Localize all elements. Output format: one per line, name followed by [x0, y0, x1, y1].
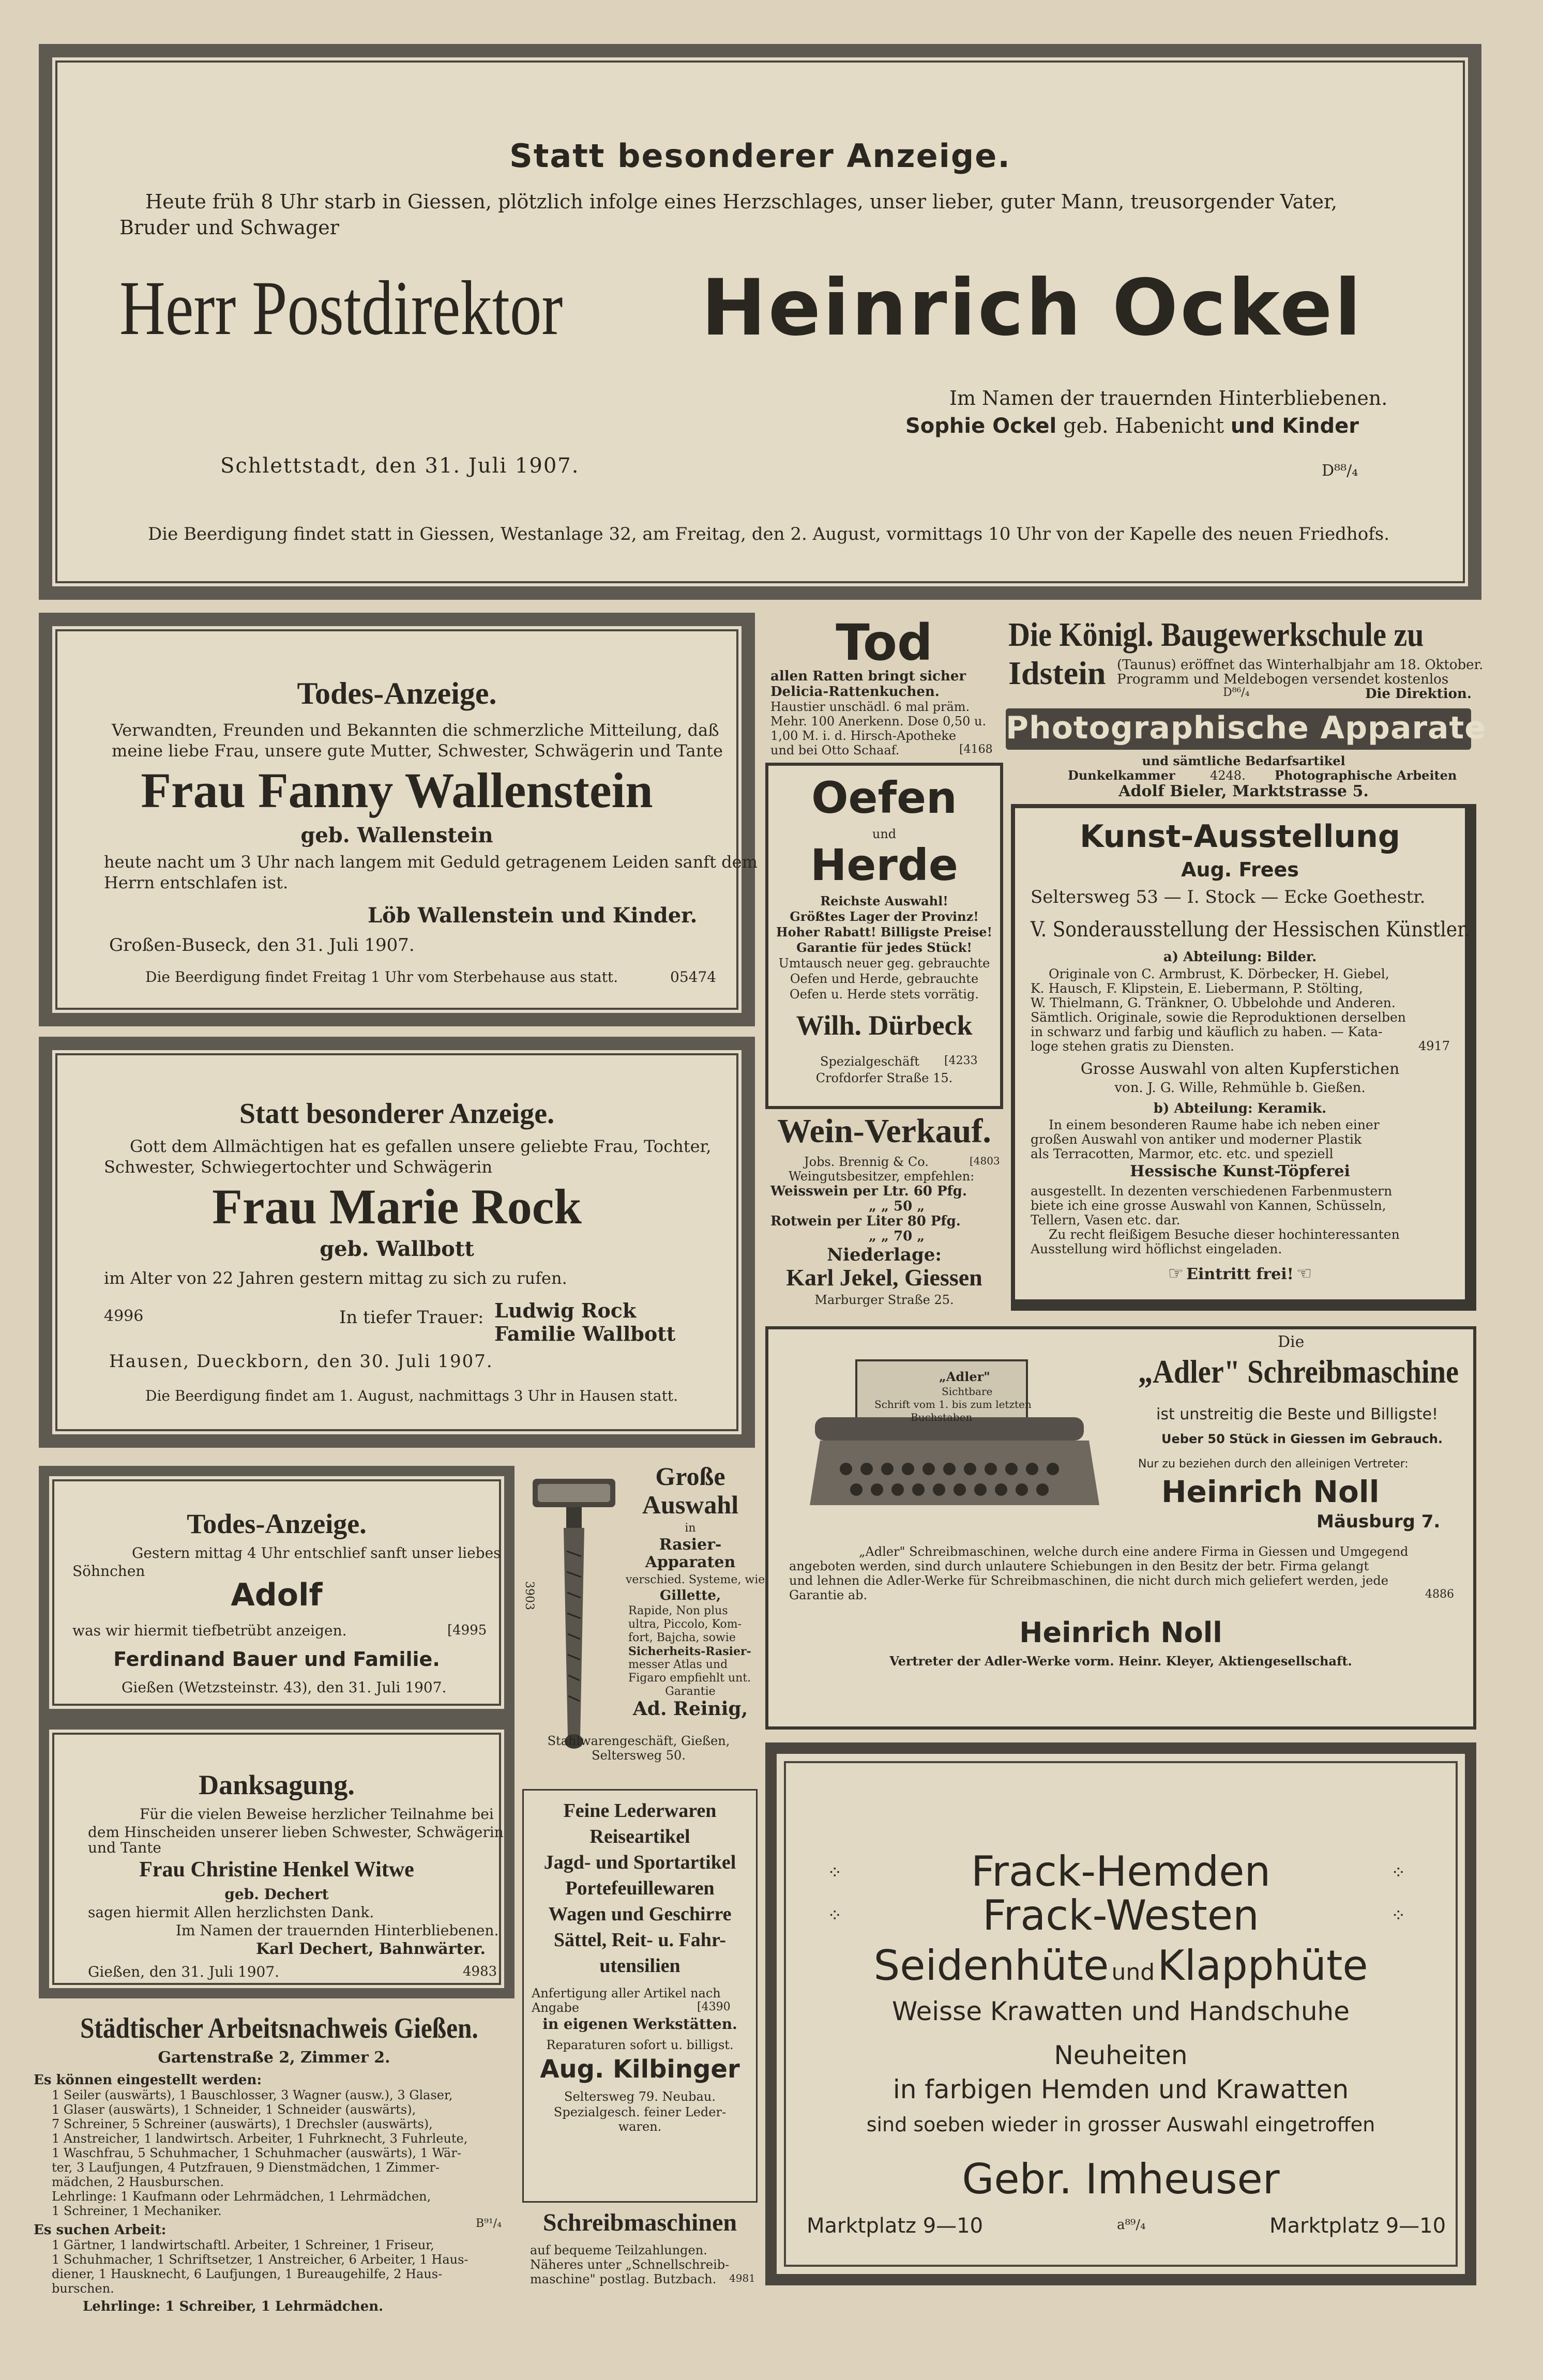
- kunst-entry-row: [1015, 1263, 1465, 1284]
- adolf-line3: was wir hiermit tiefbetrübt anzeigen.: [72, 1622, 347, 1639]
- kunst-b4: Hessische Kunst-Töpferei: [1130, 1162, 1350, 1180]
- wein-l7: Niederlage:: [827, 1245, 942, 1265]
- imheuser-l3b: und: [1111, 1959, 1155, 1985]
- kilbinger-l9: Angabe: [532, 2000, 580, 2015]
- kunst-a5: in schwarz und farbig und käuflich zu haben. — Kata-: [1031, 1024, 1383, 1039]
- imheuser-l5: Neuheiten: [1054, 2040, 1188, 2070]
- oefen-l5: Umtausch neuer geg. gebrauchte: [778, 956, 990, 971]
- kunst-sub: Aug. Frees: [1181, 858, 1299, 881]
- adler-img-label1: „Adler": [939, 1369, 990, 1384]
- ockel-mourners: [905, 414, 1359, 438]
- pointing-hand-left-icon: ☜: [1296, 1263, 1312, 1284]
- adler-img-label3: Schrift vom 1. bis zum letzten: [874, 1398, 1032, 1411]
- kunst-heading: Kunst-Ausstellung: [1080, 818, 1400, 855]
- kunst-b1: In einem besonderen Raume habe ich neben einer: [1049, 1117, 1380, 1132]
- tod-heading: Tod: [836, 614, 933, 672]
- adler-l3: Nur zu beziehen durch den alleinigen Vertreter:: [1138, 1458, 1409, 1471]
- ornament-square-icon: ⁘: [827, 1862, 842, 1883]
- wein-heading: Wein-Verkauf.: [777, 1112, 991, 1150]
- kunst-ad: [1011, 804, 1476, 1311]
- tod-l3: Haustier unschädl. 6 mal präm.: [770, 700, 970, 714]
- wallenstein-funeral: Die Beerdigung findet Freitag 1 Uhr vom Sterbehause aus statt.: [145, 968, 618, 986]
- arbeitsnachweis-m1: 1 Gärtner, 1 landwirtschaftl. Arbeiter, 1 Schreiner, 1 Friseur,: [52, 2238, 434, 2252]
- adler-p1: „Adler" Schreibmaschinen, welche durch eine andere Firma in Giessen und Umgegend: [859, 1544, 1409, 1559]
- razor-image: [522, 1468, 626, 1758]
- wallenstein-sign: Löb Wallenstein und Kinder.: [368, 903, 698, 928]
- oefen-l2: Größtes Lager der Provinz!: [790, 909, 979, 924]
- tod-code: [4168: [959, 743, 993, 756]
- arbeitsnachweis-h1: Es können eingestellt werden:: [34, 2072, 262, 2088]
- rock-heading: Statt besonderer Anzeige.: [239, 1098, 555, 1130]
- danksagung-line4: sagen hiermit Allen herzlichsten Dank.: [88, 1904, 374, 1921]
- kunst-code: 4917: [1418, 1039, 1450, 1053]
- adler-die: Die: [1278, 1333, 1305, 1351]
- imheuser-l3-row: [786, 1942, 1456, 1990]
- adolf-name: Adolf: [231, 1577, 323, 1613]
- arbeitsnachweis-l3: 7 Schreiner, 5 Schreiner (auswärts), 1 Drechsler (auswärts),: [52, 2117, 433, 2131]
- rasier-l12: Garantie: [665, 1685, 716, 1698]
- ockel-mourners-intro: Im Namen der trauernden Hinterbliebenen.: [949, 387, 1388, 410]
- kunst-b6: biete ich eine grosse Auswahl von Kannen, Schüsseln,: [1031, 1198, 1386, 1213]
- rasier-l14: Seltersweg 50.: [592, 1748, 686, 1763]
- rock-name: Frau Marie Rock: [212, 1179, 582, 1234]
- kilbinger-l10: in eigenen Werkstätten.: [542, 2015, 737, 2033]
- kilbinger-l14: waren.: [618, 2119, 662, 2134]
- wein-l4: „ „ 50 „: [869, 1199, 925, 1214]
- rock-mourn-1: Ludwig Rock: [494, 1299, 637, 1322]
- rasier-l9: Sicherheits-Rasier-: [628, 1645, 751, 1658]
- wallenstein-line2: meine liebe Frau, unsere gute Mutter, Schwester, Schwägerin und Tante: [112, 741, 723, 761]
- photo-l2c: Photographische Arbeiten: [1275, 768, 1457, 783]
- danksagung-heading: Danksagung.: [199, 1769, 355, 1800]
- adler-img-label2: Sichtbare: [942, 1385, 993, 1398]
- schreibmaschinen-code: 4981: [729, 2272, 755, 2284]
- oefen-name: Wilh. Dürbeck: [796, 1010, 973, 1041]
- wallenstein-name: Frau Fanny Wallenstein: [141, 763, 653, 818]
- danksagung-line2: dem Hinscheiden unserer lieben Schwester, Schwägerin: [88, 1824, 504, 1841]
- arbeitsnachweis-m5: Lehrlinge: 1 Schreiber, 1 Lehrmädchen.: [83, 2299, 384, 2314]
- rasier-code: 3903: [523, 1581, 536, 1610]
- arbeitsnachweis-l1: 1 Seiler (auswärts), 1 Bauschlosser, 3 Wagner (ausw.), 3 Glaser,: [52, 2088, 453, 2102]
- adler-code: 4886: [1425, 1588, 1454, 1601]
- imheuser-addr-right: Marktplatz 9—10: [1269, 2214, 1446, 2238]
- ornament-square-icon: ⁘: [827, 1905, 842, 1926]
- ornament-square-icon: ⁘: [1391, 1862, 1406, 1883]
- kilbinger-code: [4390: [697, 2000, 731, 2013]
- photo-l3: Adolf Bieler, Marktstrasse 5.: [1118, 782, 1369, 800]
- oefen-h1: Oefen: [811, 772, 957, 823]
- oefen-l6: Oefen und Herde, gebrauchte: [790, 972, 979, 986]
- rasier-l5: Gillette,: [660, 1588, 721, 1603]
- imheuser-ad: [765, 1742, 1476, 2285]
- tod-l2: Delicia-Rattenkuchen.: [770, 684, 940, 700]
- schreibmaschinen-l2: Näheres unter „Schnellschreib-: [530, 2257, 730, 2272]
- imheuser-l3a: Seidenhüte: [873, 1942, 1109, 1990]
- kunst-a3: W. Thielmann, G. Tränkner, O. Ubbelohde und Anderen.: [1031, 995, 1396, 1010]
- wallenstein-place-date: Großen-Buseck, den 31. Juli 1907.: [109, 935, 415, 956]
- rasier-ad: [520, 1461, 765, 1776]
- adolf-code: [4995: [447, 1623, 487, 1638]
- rock-line3: im Alter von 22 Jahren gestern mittag zu sich zu rufen.: [104, 1268, 567, 1288]
- imheuser-addr-left: Marktplatz 9—10: [807, 2214, 984, 2238]
- arbeitsnachweis-heading: Städtischer Arbeitsnachweis Gießen.: [80, 2012, 478, 2044]
- pointing-hand-icon: ☞: [1168, 1263, 1184, 1284]
- baugewerk-heading: Die Königl. Baugewerkschule zu: [1008, 616, 1424, 654]
- kunst-a6: loge stehen gratis zu Diensten.: [1031, 1039, 1234, 1054]
- rasier-l1: in: [685, 1522, 696, 1535]
- arbeitsnachweis-l2: 1 Glaser (auswärts), 1 Schneider, 1 Schneider (auswärts),: [52, 2102, 416, 2117]
- kilbinger-l13: Spezialgesch. feiner Leder-: [553, 2105, 727, 2119]
- kunst-b7: Tellern, Vasen etc. dar.: [1031, 1212, 1181, 1227]
- arbeitsnachweis-l6: ter, 3 Laufjungen, 4 Putzfrauen, 9 Dienstmädchen, 1 Zimmer-: [52, 2160, 440, 2175]
- wein-l8: Karl Jekel, Giessen: [786, 1264, 982, 1291]
- arbeitsnachweis-code: B⁹¹/₄: [476, 2217, 502, 2230]
- photo-l1: und sämtliche Bedarfsartikel: [1142, 753, 1345, 768]
- adolf-heading: Todes-Anzeige.: [187, 1508, 367, 1539]
- baugewerk-l3: Die Direktion.: [1365, 686, 1472, 702]
- arbeitsnachweis-m4: burschen.: [52, 2281, 114, 2296]
- adler-name2: Heinrich Noll: [1019, 1616, 1222, 1649]
- adler-ad: [765, 1326, 1476, 1730]
- rasier-l4: verschied. Systeme, wie: [626, 1573, 765, 1586]
- wein-l6: „ „ 70 „: [869, 1229, 925, 1244]
- oefen-l3: Hoher Rabatt! Billigste Preise!: [776, 924, 992, 939]
- oefen-ad: [765, 763, 1003, 1109]
- ockel-funeral: Die Beerdigung findet statt in Giessen, Westanlage 32, am Freitag, den 2. August, vormittags 10 Uhr von der Kapelle des neuen Friedhofs.: [148, 524, 1390, 544]
- kunst-addr: Seltersweg 53 — I. Stock — Ecke Goethestr.: [1031, 887, 1426, 907]
- oefen-h2: Herde: [810, 840, 958, 890]
- danksagung-line3: und Tante: [88, 1839, 161, 1856]
- rock-mourn-2: Familie Wallbott: [494, 1322, 676, 1345]
- danksagung-line5: Im Namen der trauernden Hinterbliebenen.: [176, 1922, 499, 1939]
- rasier-h2: Auswahl: [642, 1490, 739, 1519]
- danksagung-place-date: Gießen, den 31. Juli 1907.: [88, 1963, 280, 1980]
- rasier-l6: Rapide, Non plus: [628, 1604, 728, 1617]
- rock-line2: Schwester, Schwiegertochter und Schwägerin: [104, 1157, 493, 1177]
- wallenstein-line1: Verwandten, Freunden und Bekannten die schmerzliche Mitteilung, daß: [112, 720, 719, 740]
- rasier-l10: messer Atlas und: [628, 1658, 728, 1671]
- tod-l6: und bei Otto Schaaf.: [770, 743, 900, 757]
- ockel-mourner-born: geb. Habenicht: [1063, 414, 1224, 438]
- danksagung-name: Frau Christine Henkel Witwe: [139, 1858, 414, 1882]
- rock-funeral: Die Beerdigung findet am 1. August, nachmittags 3 Uhr in Hausen statt.: [145, 1387, 678, 1404]
- kunst-b-head: b) Abteilung: Keramik.: [1153, 1101, 1327, 1116]
- baugewerk-l1: (Taunus) eröffnet das Winterhalbjahr am 18. Oktober.: [1117, 657, 1484, 673]
- kunst-b5: ausgestellt. In dezenten verschiedenen Farbenmustern: [1031, 1184, 1393, 1199]
- rasier-l7: ultra, Piccolo, Kom-: [628, 1618, 742, 1631]
- imheuser-l3c: Klapphüte: [1157, 1942, 1368, 1990]
- ockel-line2: Bruder und Schwager: [119, 216, 339, 239]
- wallenstein-born: geb. Wallenstein: [300, 823, 493, 847]
- adler-img-label4: Buchstaben: [911, 1411, 973, 1423]
- rasier-name: Ad. Reinig,: [632, 1698, 748, 1720]
- arbeitsnachweis-l4: 1 Anstreicher, 1 landwirtsch. Arbeiter, 1 Fuhrknecht, 3 Fuhrleute,: [52, 2131, 468, 2146]
- rasier-l3: Apparaten: [645, 1553, 736, 1571]
- kunst-a7: Grosse Auswahl von alten Kupferstichen: [1080, 1060, 1400, 1078]
- wein-l2: Weingutsbesitzer, empfehlen:: [789, 1169, 975, 1184]
- baugewerk-code: D⁸⁶/₄: [1223, 686, 1250, 699]
- adolf-sign: Ferdinand Bauer und Familie.: [113, 1648, 440, 1671]
- danksagung-sign: Karl Dechert, Bahnwärter.: [256, 1940, 486, 1958]
- rock-born: geb. Wallbott: [320, 1237, 474, 1261]
- ockel-notice: [39, 44, 1481, 600]
- ockel-mourner-name: Sophie Ockel: [905, 414, 1057, 438]
- schreibmaschinen-ad: [522, 2205, 758, 2293]
- adler-addr: Mäusburg 7.: [1317, 1511, 1441, 1532]
- adolf-line2: Söhnchen: [72, 1563, 145, 1580]
- rock-notice: [39, 1037, 755, 1448]
- imheuser-l4: Weisse Krawatten und Handschuhe: [891, 1996, 1350, 2026]
- oefen-l4: Garantie für jedes Stück!: [796, 940, 972, 955]
- rock-place-date: Hausen, Dueckborn, den 30. Juli 1907.: [109, 1351, 493, 1372]
- ockel-name-plain: Herr Postdirektor: [119, 265, 563, 351]
- danksagung-notice: [39, 1719, 515, 1998]
- baugewerk-l2: Programm und Meldebogen versendet kostenlos: [1117, 672, 1449, 687]
- arbeitsnachweis-m3: diener, 1 Hausknecht, 6 Laufjungen, 1 Bureaugehilfe, 2 Haus-: [52, 2267, 443, 2281]
- schreibmaschinen-heading: Schreibmaschinen: [542, 2209, 737, 2236]
- oefen-l9: Crofdorfer Straße 15.: [815, 1071, 953, 1085]
- kunst-b9: Ausstellung wird höflichst eingeladen.: [1031, 1241, 1282, 1256]
- adler-name: Heinrich Noll: [1161, 1474, 1380, 1509]
- rasier-h1: Große: [655, 1462, 725, 1491]
- photo-banner: [1006, 708, 1486, 750]
- adler-p4: Garantie ab.: [789, 1588, 868, 1602]
- kilbinger-l5: Wagen und Geschirre: [548, 1903, 732, 1925]
- ockel-place-date: Schlettstadt, den 31. Juli 1907.: [220, 454, 580, 478]
- kilbinger-l3: Jagd- und Sportartikel: [543, 1852, 736, 1873]
- tod-l4: Mehr. 100 Anerkenn. Dose 0,50 u.: [770, 714, 987, 729]
- wein-ad: [765, 1112, 1003, 1308]
- kunst-b3: als Terracotten, Marmor, etc. etc. und speziell: [1031, 1146, 1334, 1161]
- kunst-a4: Sämtlich. Originale, sowie die Reproduktionen derselben: [1031, 1010, 1406, 1025]
- rasier-l2: Rasier-: [659, 1536, 722, 1554]
- danksagung-line1: Für die vielen Beweise herzlicher Teilnahme bei: [140, 1806, 494, 1823]
- kunst-b8: Zu recht fleißigem Besuche dieser hochinteressanten: [1049, 1227, 1400, 1242]
- rock-code: 4996: [104, 1307, 144, 1325]
- arbeitsnachweis: [31, 2006, 517, 2358]
- adler-foot: Vertreter der Adler-Werke vorm. Heinr. Kleyer, Aktiengesellschaft.: [889, 1654, 1352, 1669]
- photo-l2a: Dunkelkammer: [1068, 768, 1175, 783]
- rasier-l8: fort, Bajcha, sowie: [628, 1631, 736, 1644]
- imheuser-l6: in farbigen Hemden und Krawatten: [892, 2074, 1349, 2104]
- imheuser-code: a⁸⁹/₄: [1117, 2217, 1146, 2233]
- adolf-notice: [39, 1466, 515, 1719]
- adler-p3: und lehnen die Adler-Werke für Schreibmaschinen, die nicht durch mich geliefert werden, jede: [789, 1573, 1388, 1588]
- photo-heading: Photographische Apparate: [1006, 710, 1486, 746]
- wallenstein-code: 05474: [670, 968, 717, 986]
- rasier-l13: Stahlwarengeschäft, Gießen,: [547, 1734, 730, 1748]
- ornament-square-icon: ⁘: [1391, 1905, 1406, 1926]
- kunst-title: V. Sonderausstellung der Hessischen Künstler.: [1031, 918, 1470, 942]
- wallenstein-line3: heute nacht um 3 Uhr nach langem mit Geduld getragenem Leiden sanft dem: [104, 852, 758, 872]
- tod-ad: [765, 614, 1003, 757]
- imheuser-l1: Frack-Hemden: [971, 1847, 1271, 1896]
- imheuser-name: Gebr. Imheuser: [962, 2155, 1280, 2203]
- arbeitsnachweis-sub: Gartenstraße 2, Zimmer 2.: [158, 2049, 390, 2067]
- kilbinger-l6: Sättel, Reit- u. Fahr-: [553, 1929, 727, 1951]
- oefen-l8: Spezialgeschäft: [820, 1054, 919, 1069]
- kilbinger-l8: Anfertigung aller Artikel nach: [532, 1986, 721, 2000]
- kunst-a-head: a) Abteilung: Bilder.: [1163, 949, 1317, 965]
- wein-l5: Rotwein per Liter 80 Pfg.: [770, 1214, 961, 1229]
- kunst-a1: Originale von C. Armbrust, K. Dörbecker, H. Giebel,: [1049, 966, 1389, 981]
- kunst-entry: Eintritt frei!: [1186, 1265, 1294, 1283]
- arbeitsnachweis-l8: Lehrlinge: 1 Kaufmann oder Lehrmädchen, 1 Lehrmädchen,: [52, 2189, 431, 2204]
- tod-l1: allen Ratten bringt sicher: [770, 669, 966, 684]
- wein-l9: Marburger Straße 25.: [814, 1293, 954, 1307]
- tod-l5: 1,00 M. i. d. Hirsch-Apotheke: [770, 729, 957, 743]
- kilbinger-l12: Seltersweg 79. Neubau.: [564, 2089, 716, 2104]
- imheuser-inner: [784, 1761, 1458, 2267]
- wallenstein-heading: Todes-Anzeige.: [297, 676, 497, 710]
- oefen-l7: Oefen u. Herde stets vorrätig.: [790, 987, 979, 1002]
- oefen-l1: Reichste Auswahl!: [820, 893, 948, 908]
- adolf-place-date: Gießen (Wetzsteinstr. 43), den 31. Juli 1907.: [122, 1679, 447, 1696]
- wallenstein-notice: [39, 613, 758, 1026]
- schreibmaschinen-l1: auf bequeme Teilzahlungen.: [530, 2243, 707, 2257]
- imheuser-l2: Frack-Westen: [982, 1891, 1259, 1939]
- rock-line1: Gott dem Allmächtigen hat es gefallen unsere geliebte Frau, Tochter,: [130, 1136, 712, 1156]
- danksagung-code: 4983: [463, 1964, 497, 1979]
- baugewerk-idstein: Idstein: [1008, 655, 1106, 691]
- kunst-a8: von. J. G. Wille, Rehmühle b. Gießen.: [1114, 1080, 1366, 1096]
- adler-l1: ist unstreitig die Beste und Billigste!: [1156, 1405, 1439, 1423]
- adler-heading: „Adler" Schreibmaschine: [1138, 1353, 1459, 1390]
- ockel-name-bold: Heinrich Ockel: [701, 263, 1364, 353]
- wein-code: [4803: [970, 1155, 1000, 1167]
- kilbinger-ad: [522, 1789, 758, 2203]
- ockel-mourner-kids: und Kinder: [1230, 414, 1359, 438]
- photo-ad: [1006, 708, 1486, 800]
- kunst-a2: K. Hausch, F. Klipstein, E. Liebermann, P. Stölting,: [1031, 981, 1363, 996]
- ockel-heading: Statt besonderer Anzeige.: [509, 137, 1011, 175]
- adler-p2: angeboten werden, sind durch unlautere Schiebungen in den Besitz der betr. Firma gelangt: [789, 1559, 1369, 1573]
- kilbinger-l11: Reparaturen sofort u. billigst.: [546, 2038, 734, 2052]
- photo-l2b: 4248.: [1210, 768, 1246, 783]
- schreibmaschinen-l3: maschine" postlag. Butzbach.: [530, 2272, 717, 2286]
- wallenstein-line4: Herrn entschlafen ist.: [104, 873, 289, 892]
- kunst-b2: großen Auswahl von antiker und moderner Plastik: [1031, 1132, 1362, 1147]
- kilbinger-l2: Reiseartikel: [589, 1826, 690, 1847]
- oefen-code: [4233: [944, 1054, 978, 1067]
- arbeitsnachweis-l9: 1 Schreiner, 1 Mechaniker.: [52, 2204, 222, 2218]
- kilbinger-l1: Feine Lederwaren: [563, 1800, 717, 1822]
- imheuser-l7: sind soeben wieder in grosser Auswahl eingetroffen: [866, 2113, 1375, 2136]
- adolf-line1: Gestern mittag 4 Uhr entschlief sanft unser liebes: [132, 1544, 501, 1562]
- rock-mourn-label: In tiefer Trauer:: [339, 1307, 484, 1328]
- ockel-line1: Heute früh 8 Uhr starb in Giessen, plötzlich infolge eines Herzschlages, unser lieber, guter Mann, treusorgender Vater,: [145, 190, 1338, 213]
- oefen-und: und: [872, 827, 897, 841]
- arbeitsnachweis-h2: Es suchen Arbeit:: [34, 2222, 167, 2238]
- arbeitsnachweis-l5: 1 Waschfrau, 5 Schuhmacher, 1 Schuhmacher (auswärts), 1 Wär-: [52, 2146, 461, 2160]
- baugewerk-ad: [1006, 616, 1484, 703]
- wein-l1: Jobs. Brennig & Co.: [804, 1155, 929, 1169]
- adler-l2: Ueber 50 Stück in Giessen im Gebrauch.: [1161, 1432, 1443, 1446]
- kilbinger-l4: Portefeuillewaren: [565, 1877, 715, 1899]
- arbeitsnachweis-l7: mädchen, 2 Hausburschen.: [52, 2175, 224, 2189]
- wein-l3: Weisswein per Ltr. 60 Pfg.: [770, 1184, 967, 1199]
- rasier-l11: Figaro empfiehlt unt.: [628, 1672, 751, 1685]
- danksagung-born: geb. Dechert: [224, 1886, 329, 1903]
- arbeitsnachweis-m2: 1 Schuhmacher, 1 Schriftsetzer, 1 Anstreicher, 6 Arbeiter, 1 Haus-: [52, 2252, 468, 2267]
- ockel-code: D⁸⁸/₄: [1322, 462, 1358, 480]
- kilbinger-l7: utensilien: [599, 1955, 680, 1977]
- kilbinger-name: Aug. Kilbinger: [540, 2055, 740, 2084]
